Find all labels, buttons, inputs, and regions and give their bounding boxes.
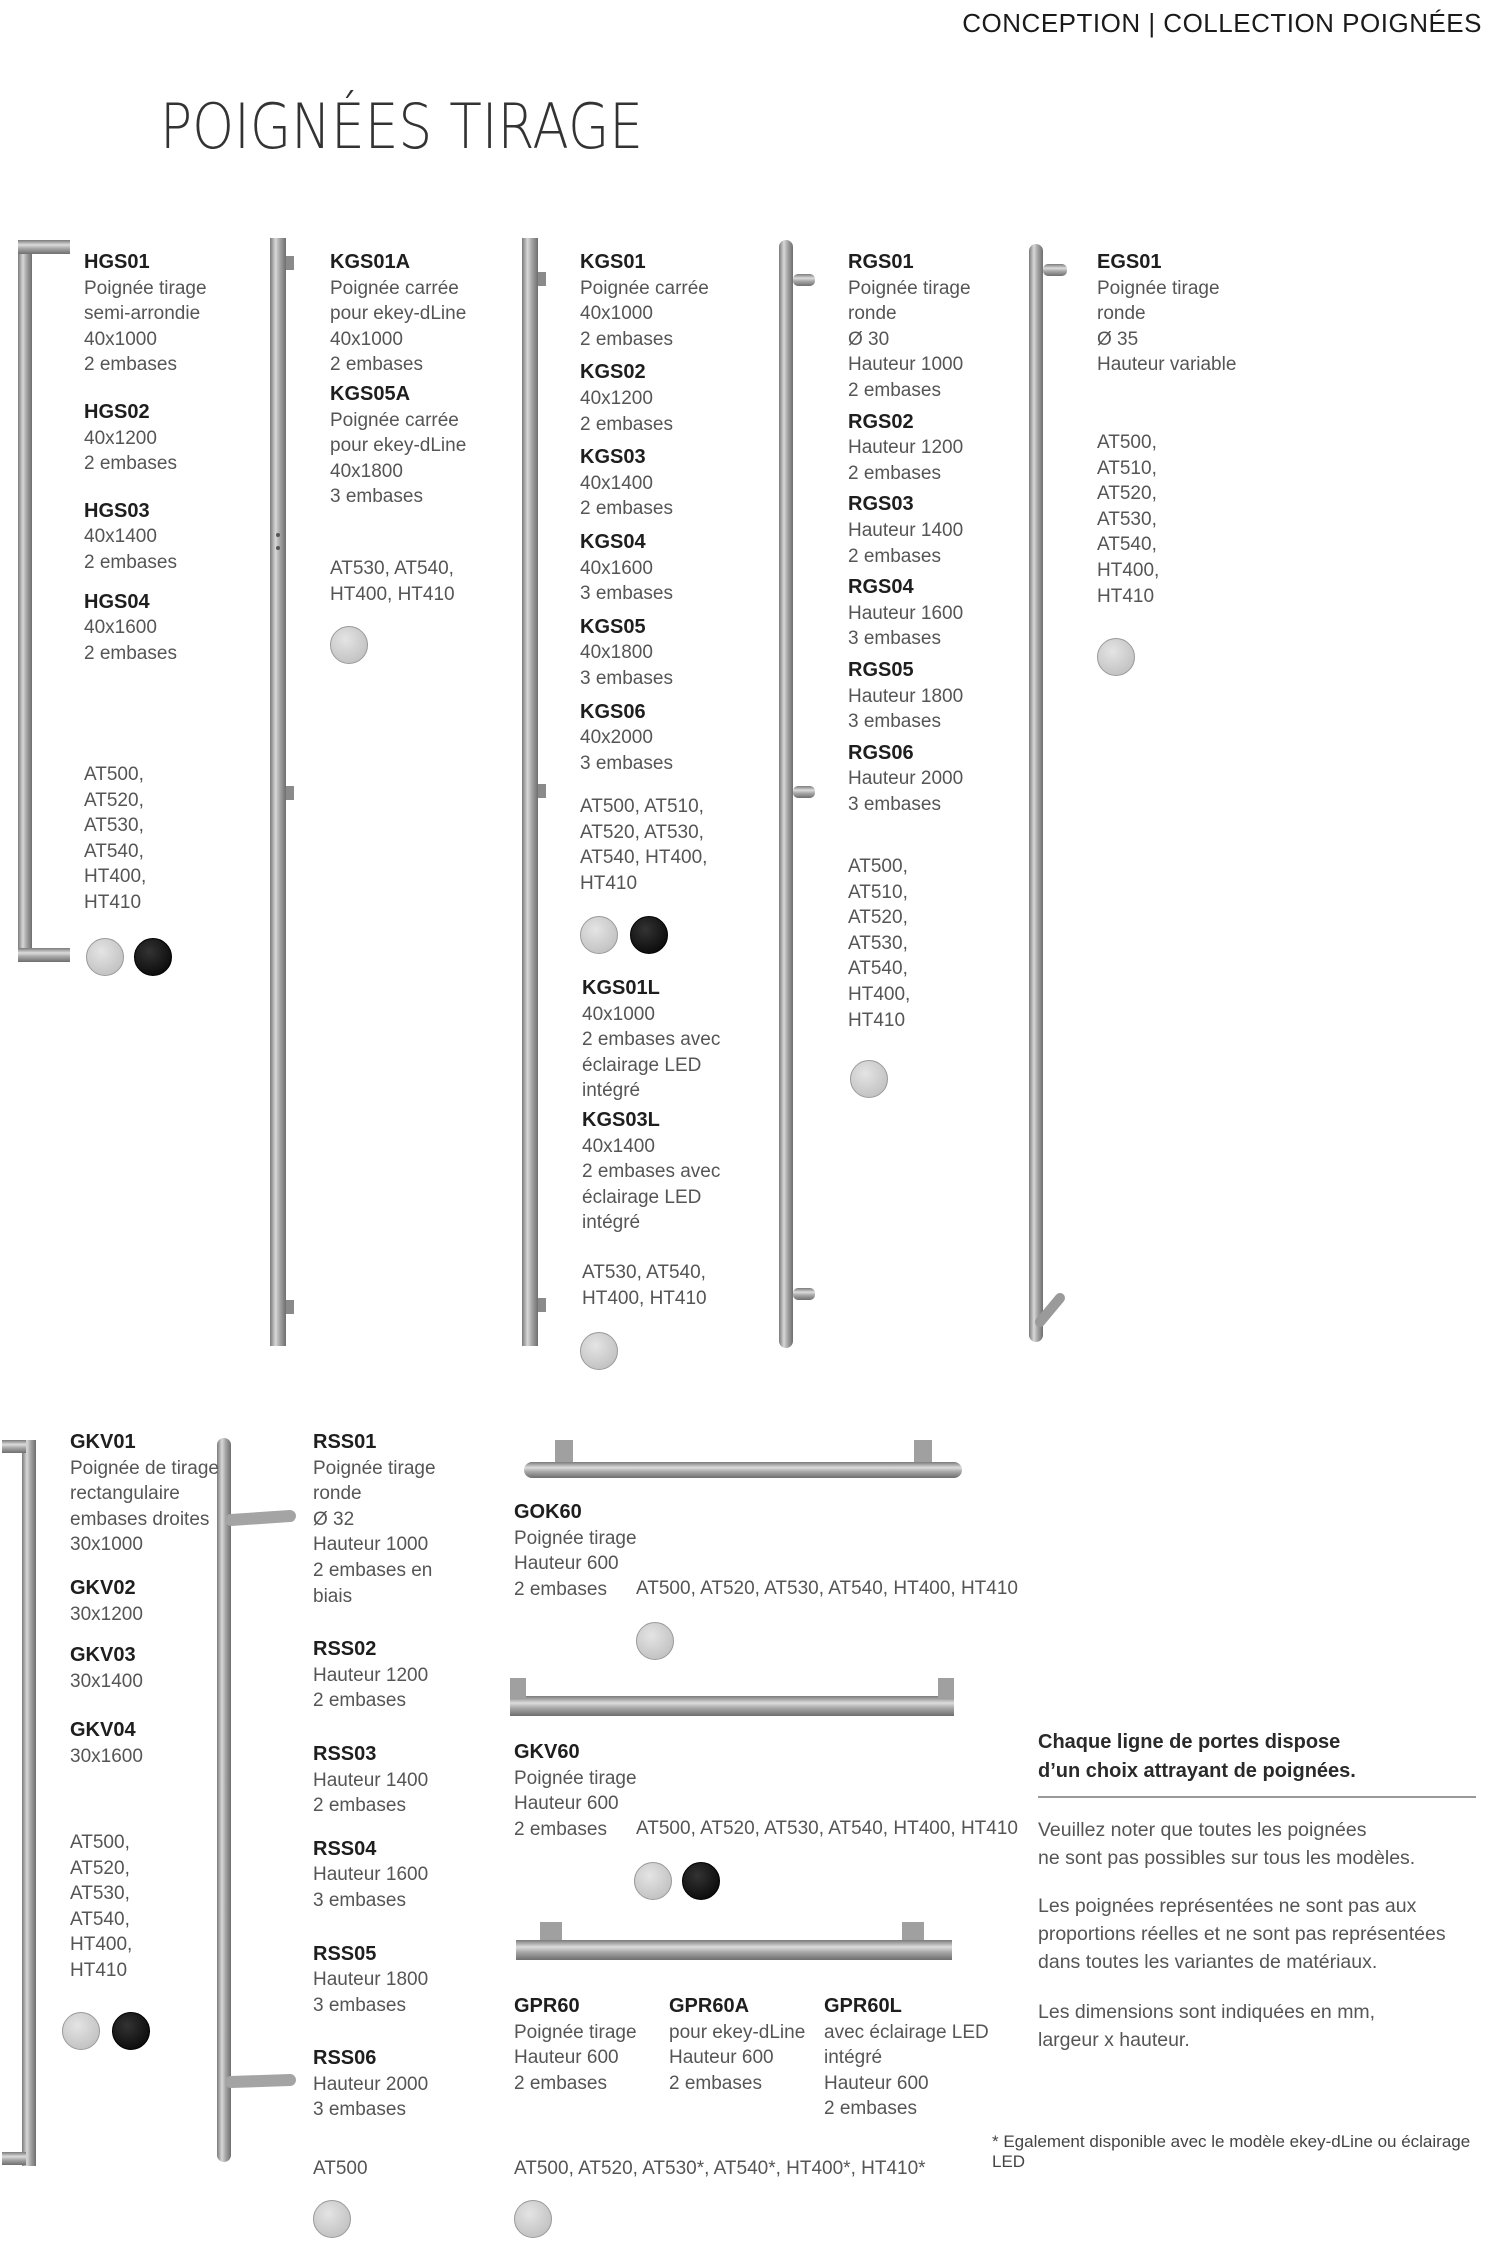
- product-entry: [313, 1742, 483, 1819]
- kgs-block: [580, 250, 750, 784]
- product-desc: Poignée tirage ronde Ø 32 Hauteur 1000 2 embases en biais: [313, 1457, 436, 1607]
- product-desc: pour ekey-dLine Hauteur 600 2 embases: [669, 2021, 806, 2094]
- kgs-compat: AT500, AT510, AT520, AT530, AT540, HT400, HT410: [580, 796, 708, 894]
- gkv60-block: [514, 1740, 654, 1842]
- gpr60l-block: [824, 1994, 1004, 2122]
- product-entry: [84, 400, 254, 477]
- gpr60-block: [514, 1994, 664, 2096]
- notes-paragraph: Les dimensions sont indiquées en mm, largeur x hauteur.: [1038, 2001, 1376, 2051]
- product-entry: [580, 700, 750, 777]
- finish-swatch-grey: [636, 1622, 674, 1660]
- product-code: KGS01A: [330, 251, 411, 273]
- product-code: KGS05: [580, 615, 646, 638]
- product-desc: 40x2000 3 embases: [580, 727, 673, 774]
- product-entry: [582, 976, 752, 1104]
- product-entry: [580, 530, 750, 607]
- finish-swatch-grey: [514, 2200, 552, 2238]
- rss-block: [313, 1430, 483, 2137]
- finish-swatch-grey: [330, 626, 368, 664]
- rgs-handle-image: [779, 240, 815, 1348]
- gkv-handle-image: [2, 1440, 36, 2166]
- product-entry: [70, 1576, 260, 1627]
- hgs-handle-image: [18, 240, 70, 962]
- kgsl-compat: AT530, AT540, HT400, HT410: [582, 1262, 707, 1309]
- gpr60-handle-image: [516, 1922, 952, 1960]
- product-desc: Hauteur 1200 2 embases: [848, 437, 964, 484]
- finish-swatch-grey: [634, 1862, 672, 1900]
- egs-block: [1097, 250, 1267, 392]
- finish-swatch-grey: [1097, 638, 1135, 676]
- footnote: * Egalement disponible avec le modèle ekey-dLine ou éclairage LED: [992, 2132, 1471, 2171]
- product-desc: 30x1200: [70, 1603, 143, 1625]
- product-entry: [313, 1942, 483, 2019]
- product-code: RGS01: [848, 251, 914, 273]
- product-desc: Hauteur 1600 3 embases: [848, 602, 964, 650]
- product-code: RSS05: [313, 1942, 377, 1965]
- product-entry: [313, 1430, 483, 1609]
- kgs-handle-image: [522, 238, 546, 1346]
- gkv-compat: AT500, AT520, AT530, AT540, HT400, HT410: [70, 1832, 133, 1981]
- product-desc: 40x1400 2 embases: [84, 526, 177, 573]
- product-desc: avec éclairage LED intégré Hauteur 600 2 embases: [824, 2021, 989, 2120]
- product-code: GKV03: [70, 1644, 136, 1667]
- finish-swatch-black: [112, 2012, 150, 2050]
- product-desc: Poignée tirage Hauteur 600 2 embases: [514, 1767, 637, 1840]
- product-entry: [848, 741, 1018, 818]
- product-code: KGS06: [580, 700, 646, 723]
- product-desc: Poignée carrée pour ekey-dLine 40x1800 3 embases: [330, 409, 467, 508]
- product-code: KGS01: [580, 251, 646, 273]
- product-desc: Poignée tirage ronde Ø 35 Hauteur variable: [1097, 277, 1237, 376]
- notes-divider: [1038, 1796, 1476, 1798]
- gpr60a-block: [669, 1994, 819, 2096]
- product-entry: [70, 1718, 260, 1769]
- gkv60-compat: AT500, AT520, AT530, AT540, HT400, HT410: [636, 1818, 1018, 1839]
- gok60-compat: AT500, AT520, AT530, AT540, HT400, HT410: [636, 1578, 1018, 1599]
- product-desc: 30x1400: [70, 1670, 143, 1692]
- product-code: RGS03: [848, 493, 914, 516]
- product-desc: 40x1800 3 embases: [580, 642, 673, 689]
- product-desc: Hauteur 1800 3 embases: [313, 1969, 429, 2016]
- product-desc: Hauteur 1600 3 embases: [313, 1864, 429, 1911]
- product-desc: 40x1400 2 embases: [580, 472, 673, 520]
- gok60-block: [514, 1500, 654, 1602]
- product-desc: 40x1600 3 embases: [580, 557, 673, 605]
- product-entry: [70, 1643, 260, 1694]
- product-desc: Poignée tirage Hauteur 600 2 embases: [514, 2021, 637, 2094]
- finish-swatch-grey: [850, 1060, 888, 1098]
- egs-handle-image: [1029, 244, 1067, 1342]
- product-code: KGS01L: [582, 977, 660, 999]
- product-code: HGS03: [84, 499, 150, 522]
- product-code: HGS04: [84, 590, 150, 613]
- product-desc: 40x1200 2 embases: [84, 427, 177, 475]
- product-entry: [70, 1430, 260, 1558]
- product-code: RSS03: [313, 1742, 377, 1765]
- finish-swatch-grey: [313, 2200, 351, 2238]
- product-code: GKV01: [70, 1431, 136, 1453]
- finish-swatch-grey: [62, 2012, 100, 2050]
- product-entry: [313, 2046, 483, 2123]
- product-code: KGS05A: [330, 382, 411, 405]
- kgs01a-block: [330, 250, 500, 524]
- notes-paragraph: Les poignées représentées ne sont pas aux proportions réelles et ne sont pas représentées dans toutes les variantes de matériaux.: [1038, 1895, 1446, 1973]
- product-code: EGS01: [1097, 251, 1162, 273]
- finish-swatch-grey: [580, 1332, 618, 1370]
- product-code: GKV60: [514, 1741, 580, 1763]
- product-code: RGS05: [848, 658, 914, 681]
- product-desc: 30x1600: [70, 1745, 143, 1767]
- product-desc: Poignée carrée pour ekey-dLine 40x1000 2 embases: [330, 277, 467, 376]
- gkv60-handle-image: [510, 1678, 954, 1716]
- product-entry: [848, 492, 1018, 569]
- egs-compat: AT500, AT510, AT520, AT530, AT540, HT400, HT410: [1097, 432, 1160, 607]
- notes-headline: Chaque ligne de portes dispose d’un choix attrayant de poignées.: [1038, 1731, 1356, 1782]
- product-entry: [582, 1108, 752, 1236]
- product-desc: 40x1400 2 embases avec éclairage LED intégré: [582, 1135, 721, 1234]
- product-code: GOK60: [514, 1501, 582, 1523]
- notes-paragraph: Veuillez noter que toutes les poignées ne sont pas possibles sur tous les modèles.: [1038, 1819, 1416, 1869]
- rss-compat: AT500: [313, 2158, 368, 2179]
- rgs-block: [848, 250, 1018, 823]
- finish-swatch-black: [630, 916, 668, 954]
- product-code: RGS06: [848, 741, 914, 764]
- product-code: GPR60: [514, 1995, 580, 2017]
- product-code: GKV04: [70, 1719, 136, 1742]
- product-desc: Hauteur 1800 3 embases: [848, 685, 964, 733]
- product-entry: [313, 1837, 483, 1914]
- product-code: HGS01: [84, 251, 150, 273]
- kgs01a-handle-image: [270, 238, 294, 1346]
- finish-swatch-black: [134, 938, 172, 976]
- product-entry: [1097, 250, 1267, 378]
- product-desc: Hauteur 1200 2 embases: [313, 1664, 429, 1712]
- product-code: GPR60L: [824, 1995, 902, 2017]
- hgs-compat: AT500, AT520, AT530, AT540, HT400, HT410: [84, 764, 147, 913]
- product-code: KGS03: [580, 446, 646, 469]
- product-desc: Hauteur 1400 2 embases: [313, 1769, 429, 1817]
- gpr-compat: AT500, AT520, AT530*, AT540*, HT400*, HT410*: [514, 2158, 926, 2179]
- product-entry: [848, 410, 1018, 487]
- product-code: RGS04: [848, 576, 914, 599]
- product-entry: [330, 382, 500, 510]
- product-code: HGS02: [84, 400, 150, 423]
- product-code: RSS01: [313, 1431, 377, 1453]
- product-code: GPR60A: [669, 1995, 750, 2017]
- product-entry: [84, 250, 254, 378]
- product-code: RSS04: [313, 1837, 377, 1860]
- product-entry: [848, 250, 1018, 404]
- gok60-handle-image: [524, 1440, 962, 1478]
- product-entry: [580, 615, 750, 692]
- product-desc: Poignée carrée 40x1000 2 embases: [580, 277, 709, 350]
- product-desc: Hauteur 1400 2 embases: [848, 519, 964, 567]
- product-entry: [330, 250, 500, 378]
- finish-swatch-grey: [86, 938, 124, 976]
- finish-swatch-grey: [580, 916, 618, 954]
- gkv-block: [70, 1430, 260, 1784]
- kgsl-block: [582, 976, 752, 1250]
- product-desc: 40x1000 2 embases avec éclairage LED intégré: [582, 1003, 721, 1102]
- product-desc: Poignée tirage Hauteur 600 2 embases: [514, 1527, 637, 1600]
- product-desc: Hauteur 2000 3 embases: [848, 768, 964, 815]
- product-entry: [580, 250, 750, 352]
- product-entry: [848, 658, 1018, 735]
- product-code: KGS02: [580, 361, 646, 384]
- product-desc: 40x1600 2 embases: [84, 617, 177, 664]
- rgs-compat: AT500, AT510, AT520, AT530, AT540, HT400, HT410: [848, 856, 911, 1031]
- page-breadcrumb: CONCEPTION | COLLECTION POIGNÉES: [962, 8, 1482, 38]
- product-code: GKV02: [70, 1576, 136, 1599]
- product-code: KGS04: [580, 530, 646, 553]
- product-entry: [84, 499, 254, 576]
- product-entry: [580, 445, 750, 522]
- product-desc: Poignée tirage semi-arrondie 40x1000 2 embases: [84, 277, 207, 376]
- finish-swatch-black: [682, 1862, 720, 1900]
- product-code: RSS06: [313, 2047, 377, 2070]
- product-entry: [848, 575, 1018, 652]
- product-code: RSS02: [313, 1638, 377, 1661]
- product-code: RGS02: [848, 410, 914, 433]
- product-code: KGS03L: [582, 1108, 660, 1131]
- product-desc: Poignée tirage ronde Ø 30 Hauteur 1000 2 embases: [848, 277, 971, 401]
- product-entry: [313, 1637, 483, 1714]
- product-entry: [84, 590, 254, 667]
- page-title: POIGNÉES TIRAGE: [160, 90, 643, 163]
- kgs01a-compat: AT530, AT540, HT400, HT410: [330, 558, 455, 605]
- product-desc: Hauteur 2000 3 embases: [313, 2073, 429, 2121]
- hgs-block: [84, 250, 254, 680]
- product-desc: Poignée de tirage rectangulaire embases droites 30x1000: [70, 1457, 219, 1556]
- product-desc: 40x1200 2 embases: [580, 387, 673, 435]
- product-entry: [580, 360, 750, 437]
